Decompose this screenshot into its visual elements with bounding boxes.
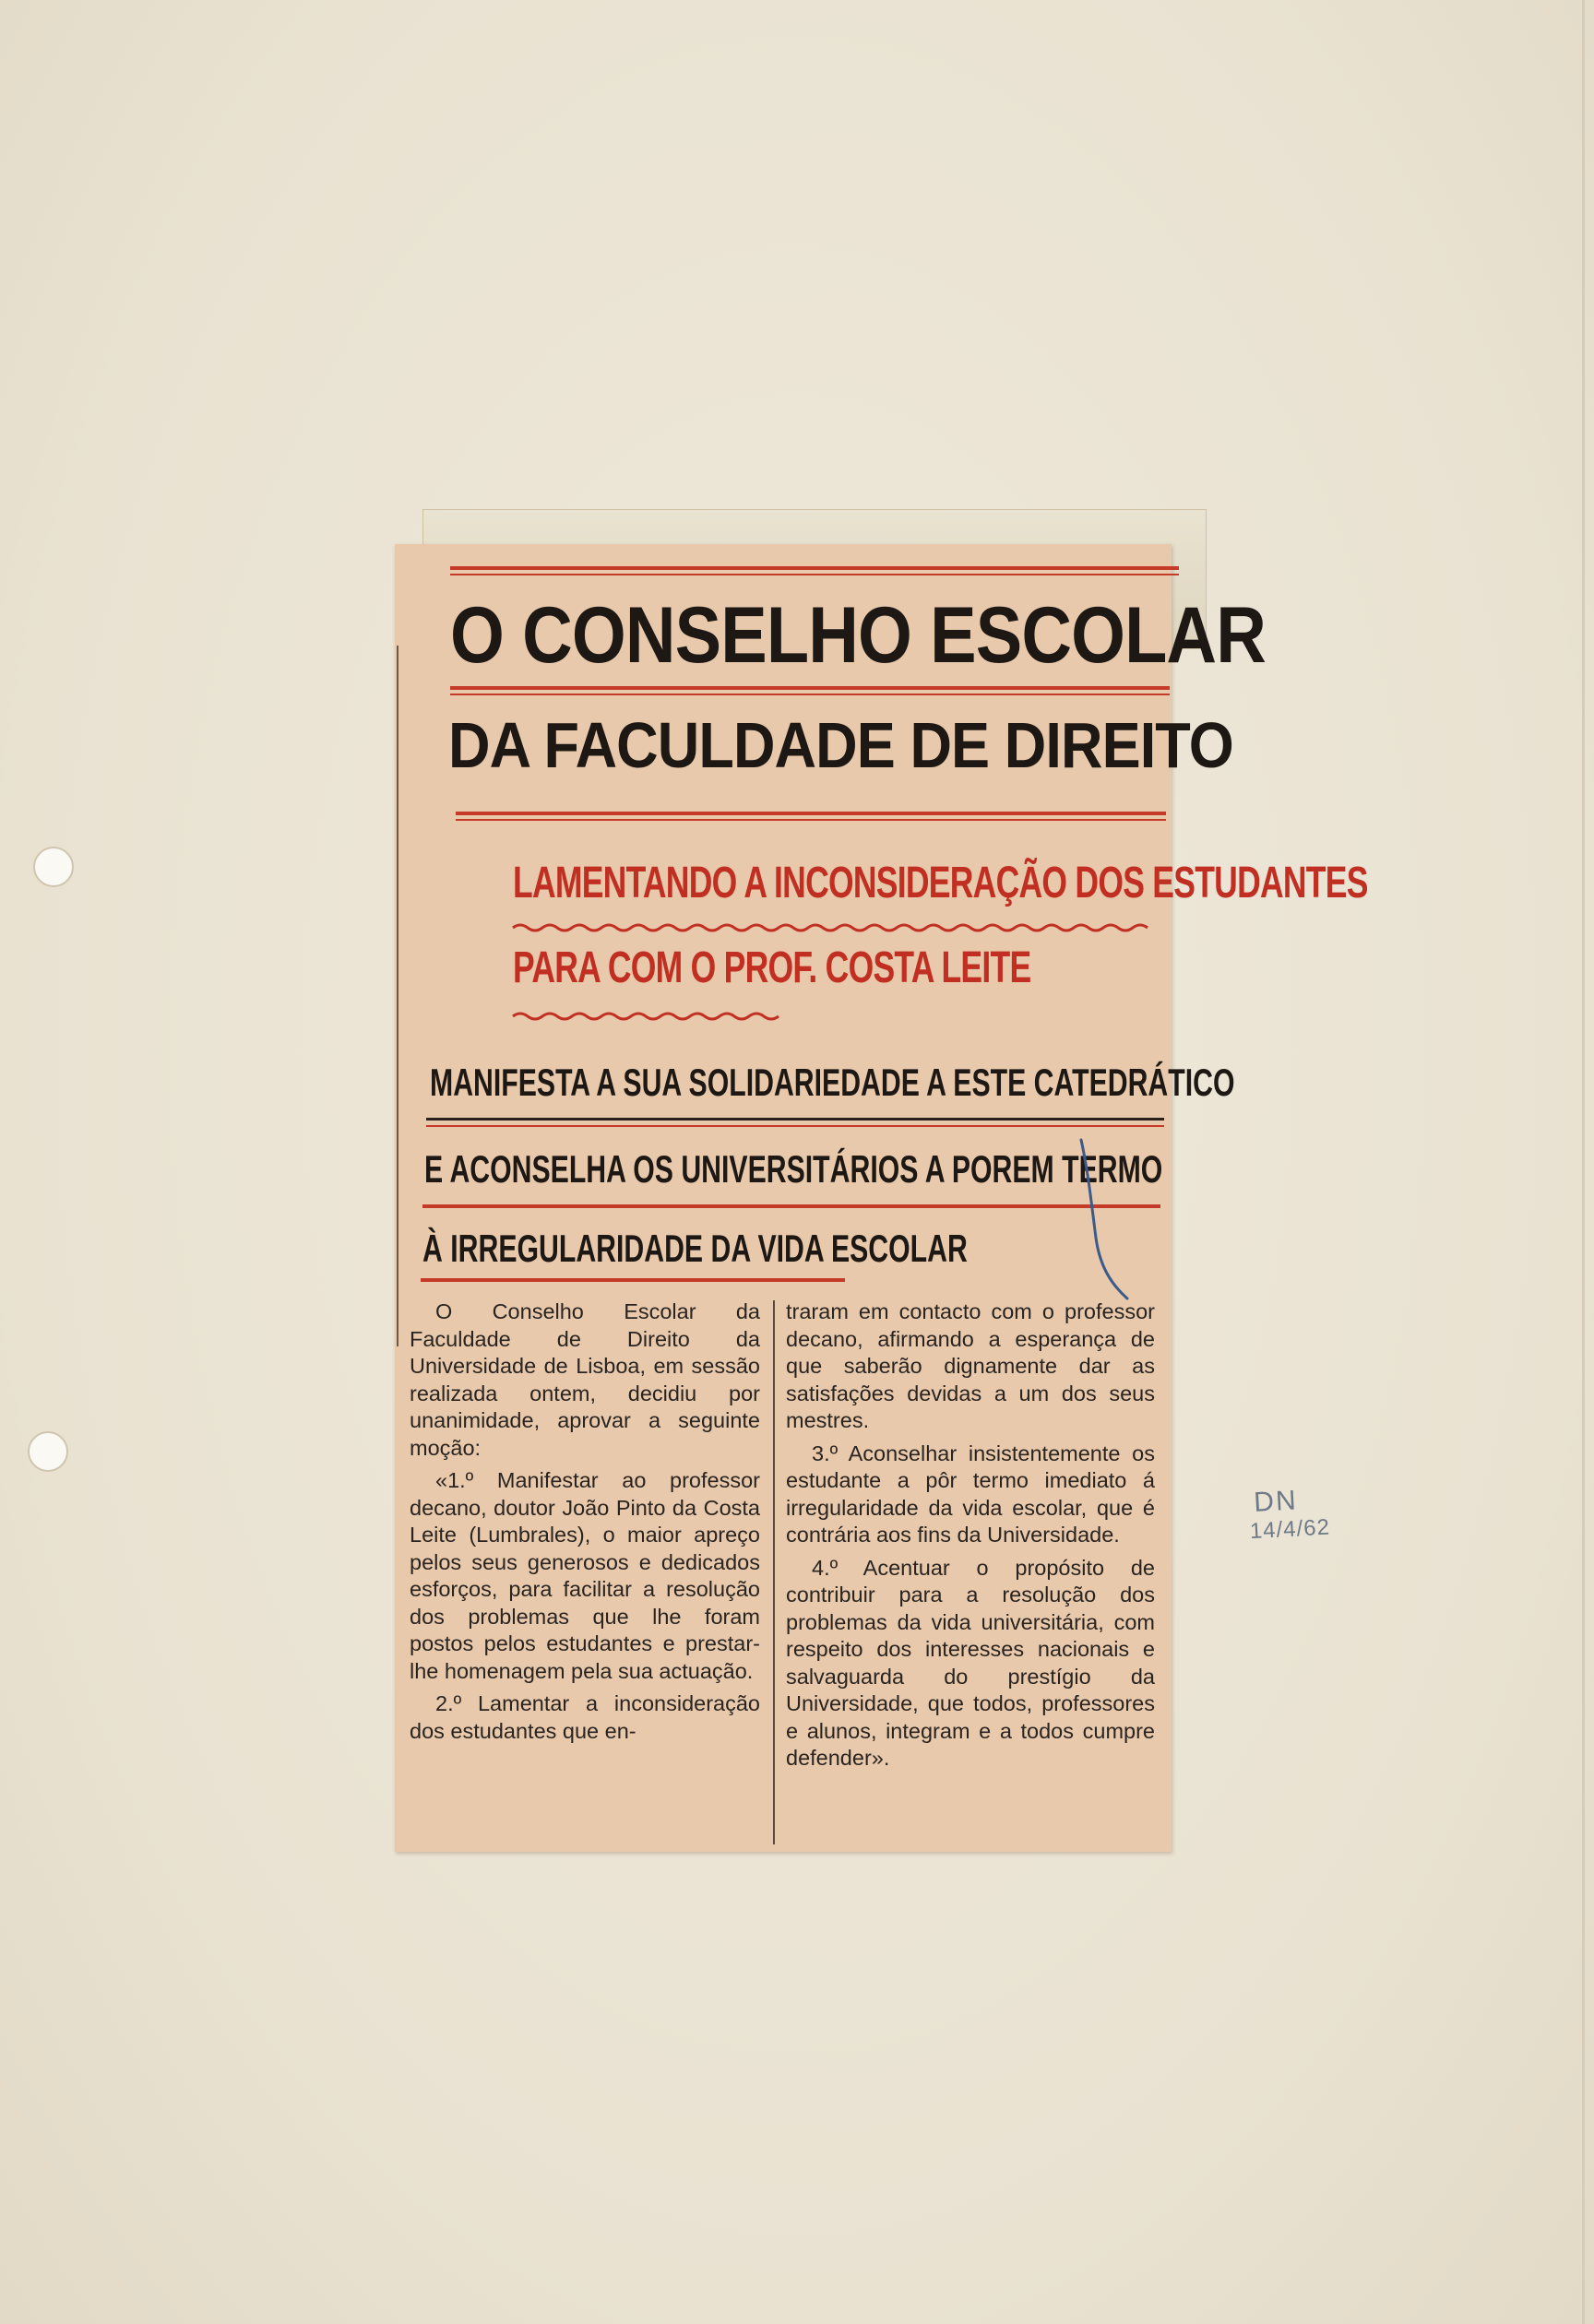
rule-top [450, 566, 1179, 570]
punch-hole-lower [28, 1431, 68, 1472]
paragraph: O Conselho Escolar da Faculdade de Direito da Universidade de Lisboa, em sessão realizada ontem, decidiu por unanimidade, aprovar a seguinte moção: [410, 1299, 760, 1460]
handwritten-annotation [1247, 1482, 1361, 1545]
rule-under-main [450, 686, 1170, 690]
rule-under-second [456, 812, 1166, 815]
annotation-date: 14/4/62 [1249, 1514, 1331, 1545]
wavy-rule-2 [513, 1009, 790, 1024]
clipping-edge-line [397, 646, 398, 1346]
rule-top-thin [450, 574, 1179, 575]
rule-under-black-1 [426, 1118, 1164, 1120]
subhead-black-2: E ACONSELHA OS UNIVERSITÁRIOS A POREM TERMO [424, 1147, 1163, 1191]
subhead-red-1: LAMENTANDO A INCONSIDERAÇÃO DOS ESTUDANTES [513, 859, 1368, 907]
wavy-rule-1 [513, 920, 1159, 935]
rule-under-main-thin [450, 694, 1170, 695]
subhead-black-3: À IRREGULARIDADE DA VIDA ESCOLAR [422, 1227, 968, 1270]
headline-main: O CONSELHO ESCOLAR [450, 591, 1266, 680]
page-edge [1582, 0, 1585, 2324]
column-divider [773, 1300, 775, 1844]
annotation-source: DN [1253, 1485, 1299, 1518]
paragraph: 2.º Lamentar a inconsideração dos estudantes que en- [410, 1691, 760, 1743]
headline-second: DA FACULDADE DE DIREITO [448, 709, 1233, 781]
article-column-left [410, 1298, 760, 1745]
rule-under-black-3 [421, 1278, 845, 1282]
rule-red-under-black-1 [426, 1125, 1164, 1127]
rule-under-second-thin [456, 819, 1166, 821]
paragraph: 3.º Aconselhar insistentemente os estudante a pôr termo imediato á irregularidade da vida escolar, que é contrária aos fins da Universidade. [786, 1441, 1155, 1547]
paragraph: traram em contacto com o professor decano, afirmando a esperança de que saberão dignamente dar as satisfações devidas a um dos seus mestres. [786, 1299, 1155, 1432]
punch-hole-upper [33, 847, 74, 887]
paragraph: «1.º Manifestar ao professor decano, doutor João Pinto da Costa Leite (Lumbrales), o maior apreço pelos seus generosos e dedicados esforços, para facilitar a resolução dos problemas que lhe foram postos pelos estudantes e prestar-lhe homenagem pela sua actuação. [410, 1468, 760, 1683]
subhead-black-1: MANIFESTA A SUA SOLIDARIEDADE A ESTE CATEDRÁTICO [430, 1061, 1235, 1104]
paragraph: 4.º Acentuar o propósito de contribuir para a resolução dos problemas da vida universitária, com respeito dos interesses nacionais e salvaguarda do prestígio da Universidade, que todos, professores e alunos, integram e a todos cumpre defender». [786, 1555, 1155, 1770]
pen-stroke-mark [1079, 1136, 1135, 1302]
subhead-red-2: PARA COM O PROF. COSTA LEITE [513, 943, 1031, 992]
rule-under-black-2 [422, 1204, 1160, 1208]
article-column-right [786, 1298, 1155, 1773]
